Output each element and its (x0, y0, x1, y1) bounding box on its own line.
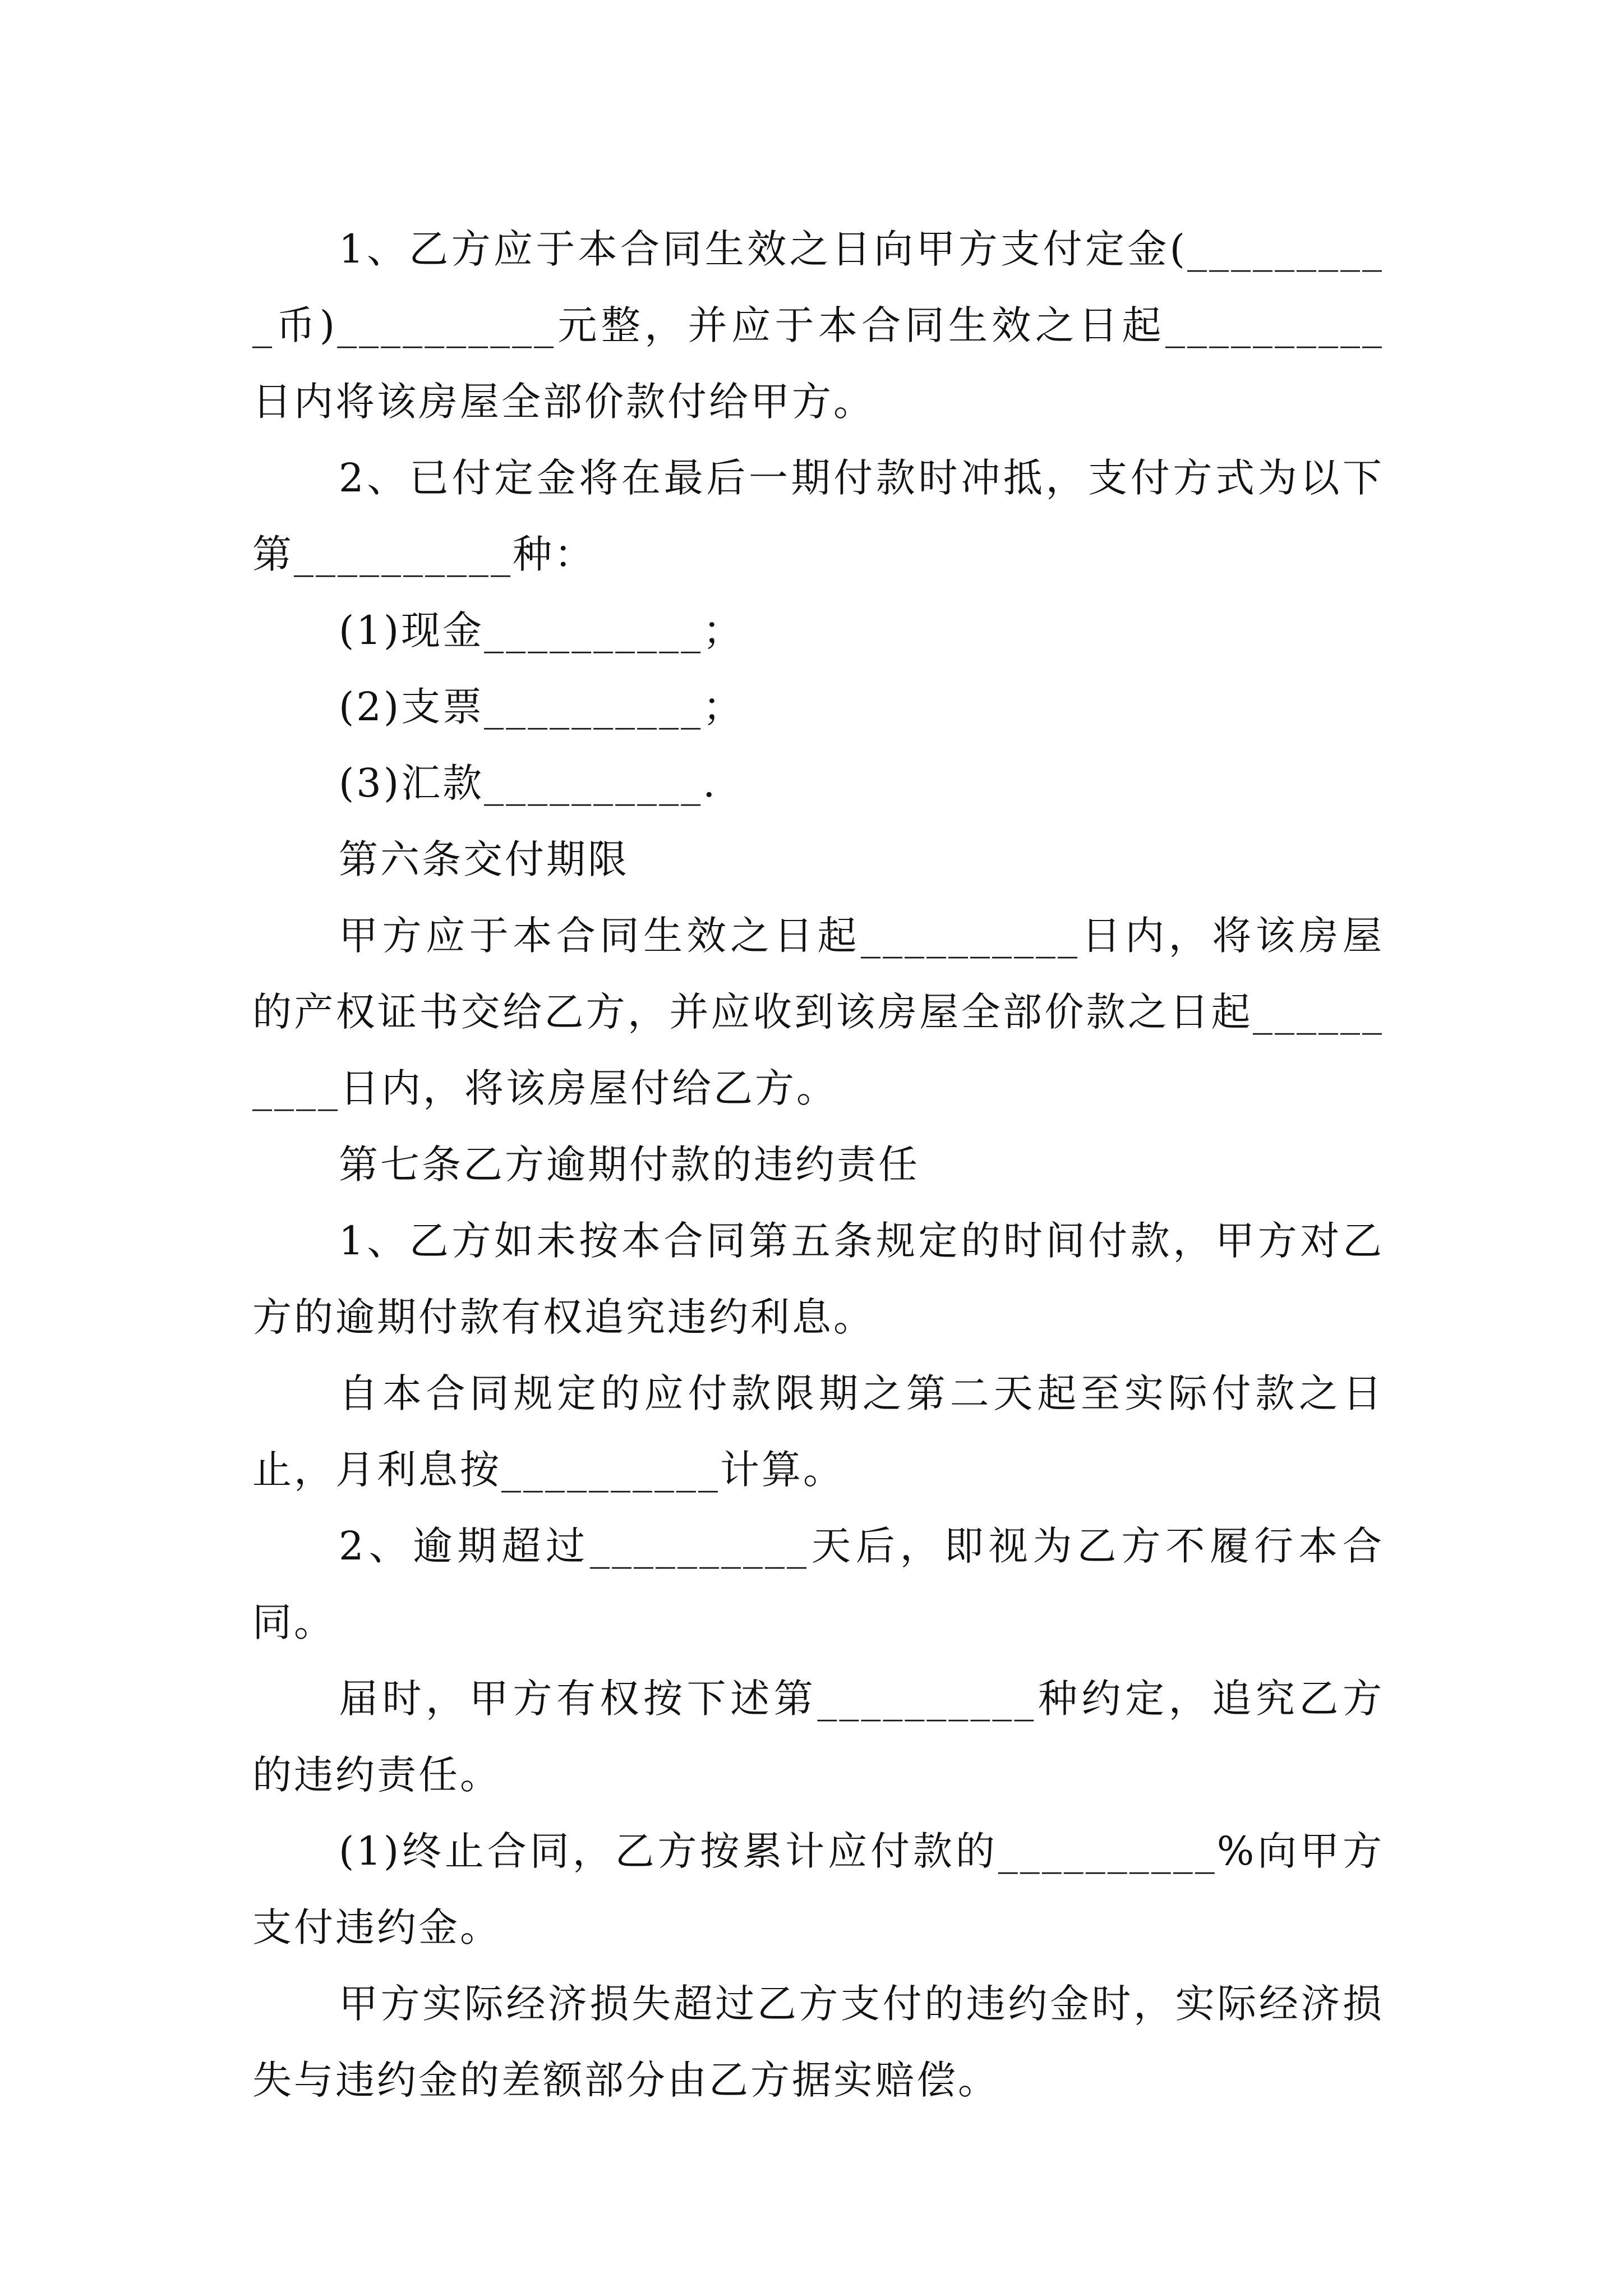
paragraph-option-remittance: (3)汇款__________. (339, 760, 718, 806)
section-heading-article-7: 第七条乙方逾期付款的违约责任 (339, 1142, 920, 1188)
section-heading-article-6: 第六条交付期限 (339, 836, 629, 882)
document-body (252, 211, 1384, 2118)
paragraph-option-cash: (1)现金__________； (339, 608, 745, 654)
paragraph-late-payment: 1、乙方如未按本合同第五条规定的时间付款，甲方对乙方的逾期付款有权追究违约利息。 (252, 1218, 1384, 1340)
paragraph-interest-rate: 自本合同规定的应付款限期之第二天起至实际付款之日止，月利息按__________计算。 (252, 1370, 1384, 1493)
paragraph-payment-method: 2、已付定金将在最后一期付款时冲抵，支付方式为以下第__________种： (252, 455, 1384, 577)
paragraph-option-check: (2)支票__________； (339, 684, 745, 730)
paragraph-remedy-choice: 届时，甲方有权按下述第__________种约定，追究乙方的违约责任。 (252, 1676, 1384, 1798)
paragraph-damages-compensation: 甲方实际经济损失超过乙方支付的违约金时，实际经济损失与违约金的差额部分由乙方据实赔偿。 (252, 1981, 1384, 2103)
paragraph-remedy-terminate: (1)终止合同，乙方按累计应付款的__________%向甲方支付违约金。 (252, 1828, 1384, 1950)
paragraph-delivery-terms: 甲方应于本合同生效之日起__________日内，将该房屋的产权证书交给乙方，并应收到该房屋全部价款之日起__________日内，将该房屋付给乙方。 (252, 913, 1384, 1111)
paragraph-deposit-payment: 1、乙方应于本合同生效之日向甲方支付定金(__________币)__________元整，并应于本合同生效之日起__________日内将该房屋全部价款付给甲方。 (252, 226, 1384, 425)
paragraph-overdue-days: 2、逾期超过__________天后，即视为乙方不履行本合同。 (252, 1523, 1384, 1645)
